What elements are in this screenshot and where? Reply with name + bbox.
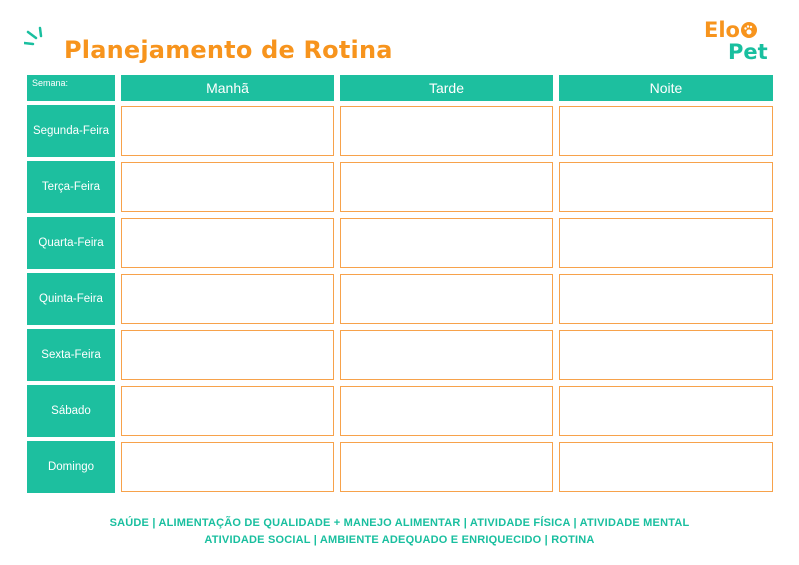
schedule-cell-afternoon[interactable] (340, 106, 553, 156)
schedule-cell-morning[interactable] (121, 330, 334, 380)
paw-icon (741, 22, 757, 38)
schedule-cell-night[interactable] (559, 442, 773, 492)
day-label: Quarta-Feira (27, 217, 115, 269)
day-label: Domingo (27, 441, 115, 493)
logo-text-pet: Pet (728, 40, 768, 64)
schedule-cell-night[interactable] (559, 386, 773, 436)
column-header-night: Noite (559, 75, 773, 101)
day-label: Quinta-Feira (27, 273, 115, 325)
elo-pet-logo (704, 18, 780, 66)
column-header-afternoon: Tarde (340, 75, 553, 101)
day-label: Sexta-Feira (27, 329, 115, 381)
day-label: Segunda-Feira (27, 105, 115, 157)
schedule-cell-afternoon[interactable] (340, 274, 553, 324)
schedule-cell-night[interactable] (559, 330, 773, 380)
schedule-cell-afternoon[interactable] (340, 162, 553, 212)
footer-line-2: ATIVIDADE SOCIAL | AMBIENTE ADEQUADO E ENRIQUECIDO | ROTINA (204, 534, 595, 546)
page-title: Planejamento de Rotina (64, 36, 393, 64)
schedule-cell-afternoon[interactable] (340, 330, 553, 380)
schedule-cell-night[interactable] (559, 162, 773, 212)
logo-text-elo: Elo (704, 18, 740, 42)
schedule-cell-morning[interactable] (121, 162, 334, 212)
footer-line-1: SAÚDE | ALIMENTAÇÃO DE QUALIDADE + MANEJO ALIMENTAR | ATIVIDADE FÍSICA | ATIVIDADE MENTAL (109, 517, 690, 529)
schedule-cell-morning[interactable] (121, 106, 334, 156)
schedule-cell-afternoon[interactable] (340, 442, 553, 492)
schedule-cell-morning[interactable] (121, 442, 334, 492)
sparkle-icon (24, 26, 64, 56)
schedule-cell-morning[interactable] (121, 274, 334, 324)
schedule-cell-night[interactable] (559, 274, 773, 324)
day-label: Terça-Feira (27, 161, 115, 213)
week-label: Semana: (27, 75, 115, 101)
schedule-cell-morning[interactable] (121, 218, 334, 268)
column-header-morning: Manhã (121, 75, 334, 101)
schedule-cell-night[interactable] (559, 106, 773, 156)
schedule-cell-morning[interactable] (121, 386, 334, 436)
schedule-cell-afternoon[interactable] (340, 386, 553, 436)
day-label: Sábado (27, 385, 115, 437)
schedule-cell-night[interactable] (559, 218, 773, 268)
schedule-cell-afternoon[interactable] (340, 218, 553, 268)
